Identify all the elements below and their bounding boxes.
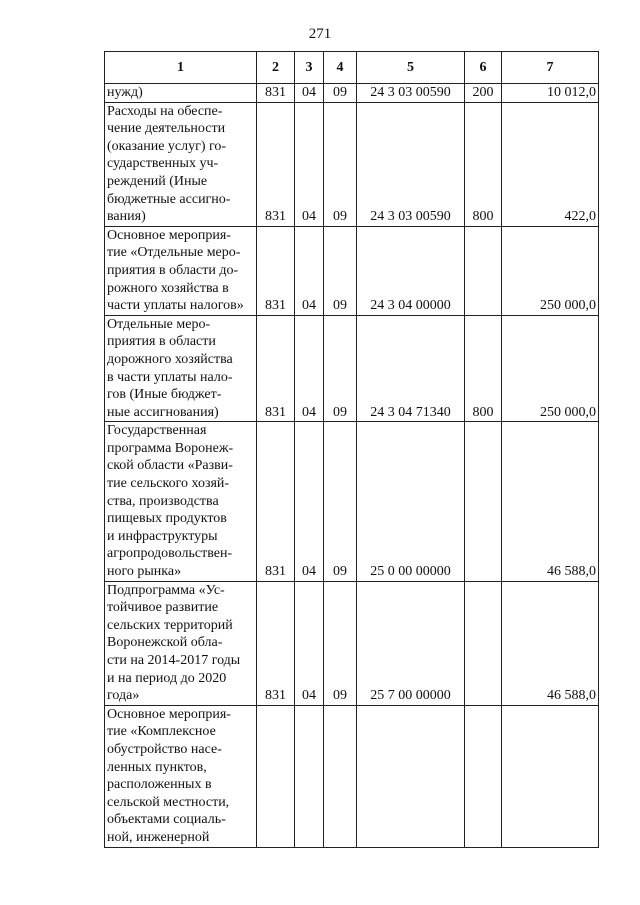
- subsection-code: 09: [324, 102, 357, 226]
- amount: 46 588,0: [502, 581, 599, 705]
- section-code: 04: [295, 315, 324, 422]
- column-header: 4: [324, 52, 357, 84]
- target-article-code: 24 3 03 00590: [357, 102, 465, 226]
- grbs-code: 831: [257, 315, 295, 422]
- item-name: Государственная программа Воронеж- ской области «Разви- тие сельского хозяй- ства, производства пищевых продуктов и инфраструктуры агропродовольствен- ного рынка»: [105, 422, 257, 581]
- expense-type-code: [465, 422, 502, 581]
- subsection-code: 09: [324, 84, 357, 103]
- column-header: 5: [357, 52, 465, 84]
- section-code: 04: [295, 102, 324, 226]
- grbs-code: 831: [257, 102, 295, 226]
- column-header: 6: [465, 52, 502, 84]
- section-code: 04: [295, 422, 324, 581]
- item-name: Основное мероприя- тие «Комплексное обустройство насе- ленных пунктов, расположенных в сельской местности, объектами социаль- ной, инженерной: [105, 705, 257, 847]
- expense-type-code: [465, 226, 502, 315]
- target-article-code: 25 7 00 00000: [357, 581, 465, 705]
- expense-type-code: 800: [465, 102, 502, 226]
- section-code: [295, 705, 324, 847]
- subsection-code: 09: [324, 581, 357, 705]
- item-name: Подпрограмма «Ус- тойчивое развитие сельских территорий Воронежской обла- сти на 2014-2017 годы и на период до 2020 года»: [105, 581, 257, 705]
- table-row: [105, 705, 599, 847]
- table-row: [105, 581, 599, 705]
- expense-type-code: 800: [465, 315, 502, 422]
- expense-type-code: [465, 705, 502, 847]
- amount: 250 000,0: [502, 226, 599, 315]
- budget-table: [104, 51, 599, 848]
- item-name: Основное мероприя- тие «Отдельные меро- приятия в области до- рожного хозяйства в части уплаты налогов»: [105, 226, 257, 315]
- item-name: Отдельные меро- приятия в области дорожного хозяйства в части уплаты нало- гов (Иные бюджет- ные ассигнования): [105, 315, 257, 422]
- grbs-code: 831: [257, 581, 295, 705]
- amount: 46 588,0: [502, 422, 599, 581]
- table-row: [105, 84, 599, 103]
- subsection-code: 09: [324, 422, 357, 581]
- table-row: [105, 422, 599, 581]
- section-code: 04: [295, 226, 324, 315]
- subsection-code: [324, 705, 357, 847]
- target-article-code: 24 3 03 00590: [357, 84, 465, 103]
- target-article-code: 24 3 04 71340: [357, 315, 465, 422]
- target-article-code: 25 0 00 00000: [357, 422, 465, 581]
- subsection-code: 09: [324, 315, 357, 422]
- column-header: 3: [295, 52, 324, 84]
- item-name: нужд): [105, 84, 257, 103]
- amount: 10 012,0: [502, 84, 599, 103]
- amount: 250 000,0: [502, 315, 599, 422]
- section-code: 04: [295, 84, 324, 103]
- table-row: [105, 226, 599, 315]
- table-row: [105, 315, 599, 422]
- grbs-code: 831: [257, 422, 295, 581]
- grbs-code: 831: [257, 226, 295, 315]
- column-header: 2: [257, 52, 295, 84]
- item-name: Расходы на обеспе- чение деятельности (оказание услуг) го- сударственных уч- реждений (Иные бюджетные ассигно- вания): [105, 102, 257, 226]
- section-code: 04: [295, 581, 324, 705]
- target-article-code: [357, 705, 465, 847]
- page-number: 271: [308, 26, 332, 42]
- expense-type-code: [465, 581, 502, 705]
- amount: [502, 705, 599, 847]
- grbs-code: [257, 705, 295, 847]
- grbs-code: 831: [257, 84, 295, 103]
- column-header: 7: [502, 52, 599, 84]
- column-header: 1: [105, 52, 257, 84]
- amount: 422,0: [502, 102, 599, 226]
- table-row: [105, 102, 599, 226]
- expense-type-code: 200: [465, 84, 502, 103]
- table-header-row: [105, 52, 599, 84]
- target-article-code: 24 3 04 00000: [357, 226, 465, 315]
- subsection-code: 09: [324, 226, 357, 315]
